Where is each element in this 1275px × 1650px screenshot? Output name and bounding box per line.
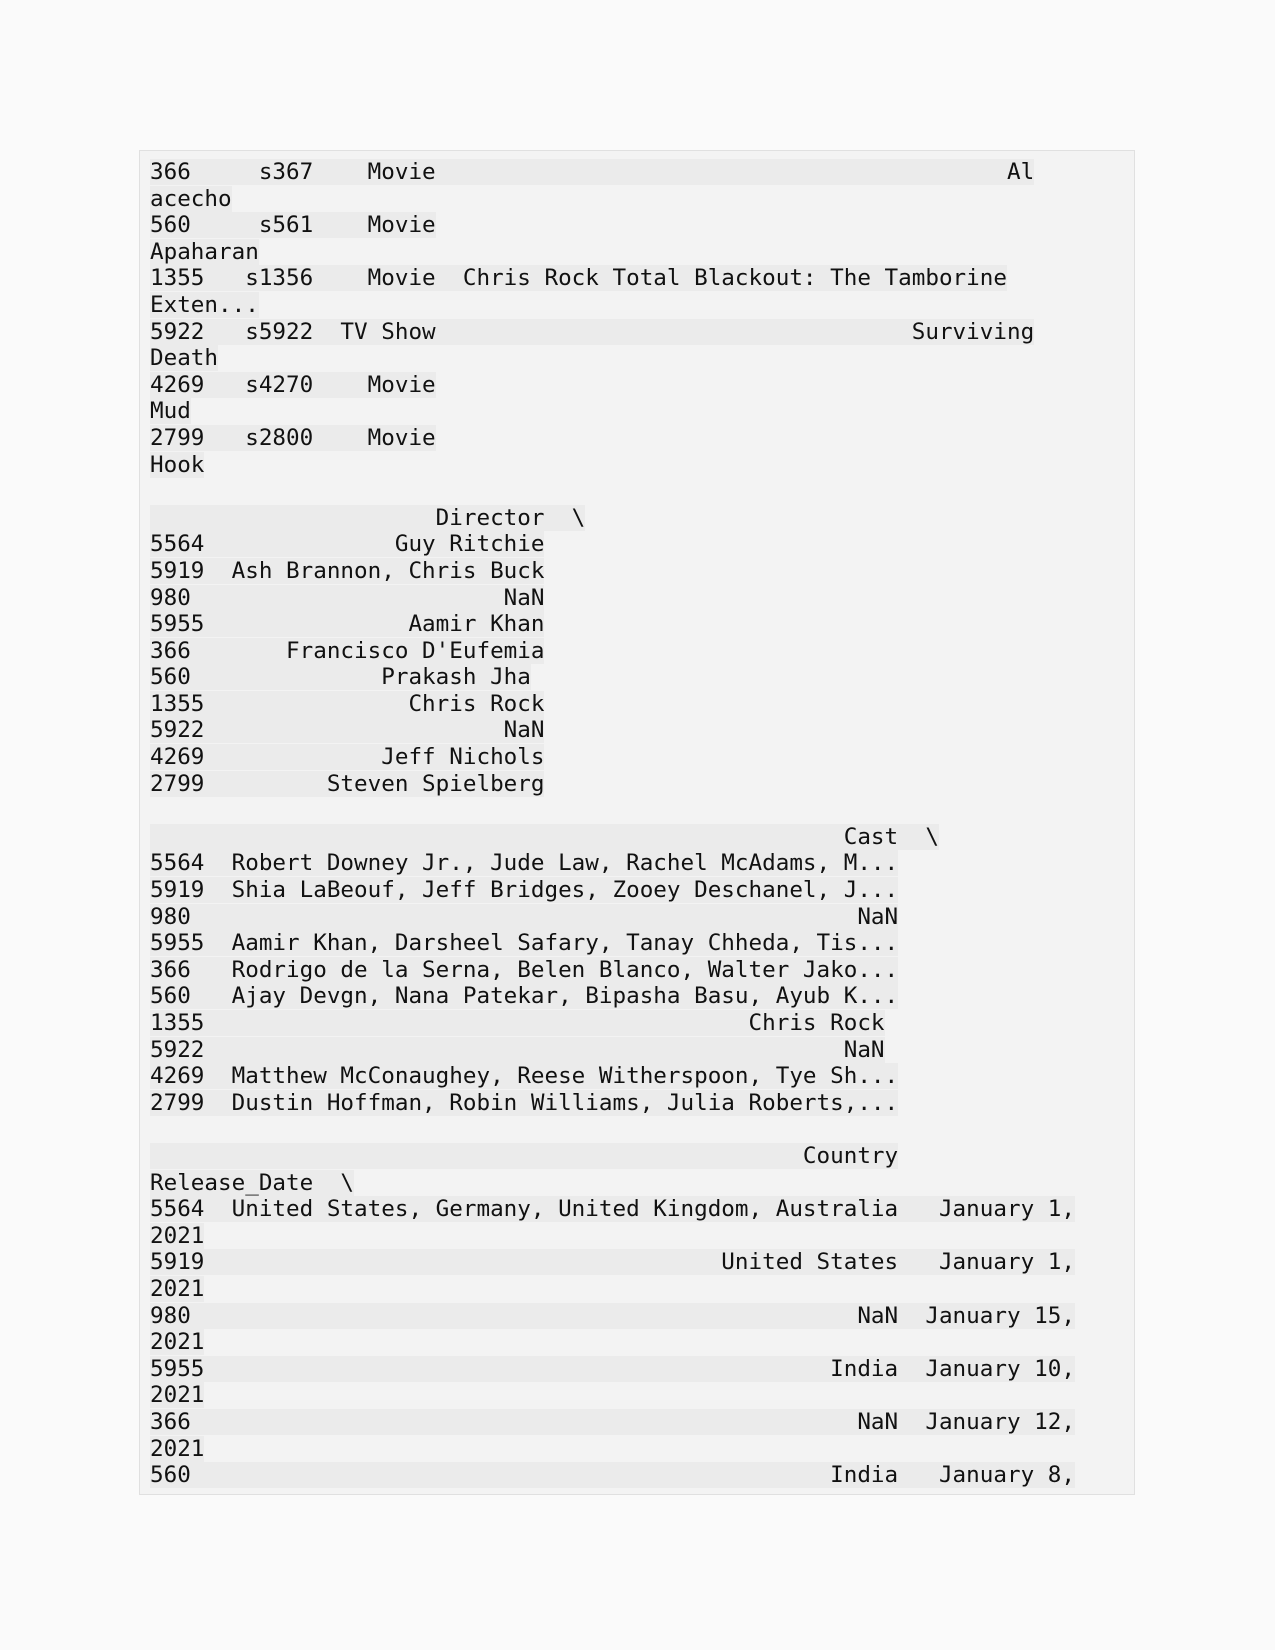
output-line: 980 NaN January 15, — [150, 1302, 1075, 1329]
output-line: 366 Rodrigo de la Serna, Belen Blanco, Walter Jako... — [150, 956, 899, 983]
output-line: Release_Date \ — [150, 1169, 355, 1196]
output-line: 5564 United States, Germany, United Kingdom, Australia January 1, — [150, 1196, 1075, 1223]
output-line: 5564 Guy Ritchie — [150, 531, 545, 558]
dataframe-output — [139, 150, 1135, 1495]
output-line: 5919 Ash Brannon, Chris Buck — [150, 557, 545, 584]
output-line: 560 India January 8, — [150, 1462, 1075, 1489]
output-line: Director \ — [150, 504, 586, 531]
output-line: Hook — [150, 451, 205, 478]
output-line: Mud — [150, 398, 191, 425]
output-line: 5919 Shia LaBeouf, Jeff Bridges, Zooey Deschanel, J... — [150, 877, 899, 904]
output-line: 2799 Dustin Hoffman, Robin Williams, Julia Roberts,... — [150, 1089, 899, 1116]
output-line — [150, 478, 1134, 505]
output-line — [150, 1116, 1134, 1143]
output-line: 5564 Robert Downey Jr., Jude Law, Rachel McAdams, M... — [150, 850, 899, 877]
output-line: Death — [150, 345, 219, 372]
output-line: 980 NaN — [150, 903, 899, 930]
output-line: 1355 Chris Rock — [150, 1010, 885, 1036]
output-line: 5919 United States January 1, — [150, 1249, 1075, 1276]
output-line: 5955 Aamir Khan — [150, 611, 545, 638]
output-line: 4269 Matthew McConaughey, Reese Witherspoon, Tye Sh... — [150, 1063, 899, 1090]
output-line: 366 NaN January 12, — [150, 1408, 1075, 1435]
output-line: Apaharan — [150, 238, 259, 265]
output-line: 5955 Aamir Khan, Darsheel Safary, Tanay Chheda, Tis... — [150, 930, 899, 957]
output-line: 2021 — [150, 1435, 205, 1462]
output-line: 560 s561 Movie — [150, 212, 436, 239]
output-line: 5922 NaN — [150, 1036, 885, 1063]
output-line: 2799 Steven Spielberg — [150, 770, 545, 797]
output-line: acecho — [150, 185, 232, 212]
output-line: 1355 s1356 Movie Chris Rock Total Blackout: The Tamborine — [150, 265, 1007, 292]
output-line: 2021 — [150, 1222, 205, 1249]
output-line: 2021 — [150, 1275, 205, 1302]
output-line: 560 Prakash Jha — [150, 664, 531, 691]
output-line: 366 s367 Movie Al — [150, 159, 1035, 185]
output-line: Country — [150, 1142, 899, 1169]
output-line: 980 NaN — [150, 584, 545, 611]
output-line: 5955 India January 10, — [150, 1355, 1075, 1382]
output-line: 1355 Chris Rock — [150, 690, 545, 717]
output-line: Exten... — [150, 291, 259, 318]
output-line: 5922 s5922 TV Show Surviving — [150, 318, 1035, 345]
output-line: Cast \ — [150, 823, 939, 850]
output-line: 560 Ajay Devgn, Nana Patekar, Bipasha Basu, Ayub K... — [150, 983, 899, 1010]
output-line: 2021 — [150, 1329, 205, 1356]
output-line: 4269 Jeff Nichols — [150, 744, 545, 771]
output-line: 2799 s2800 Movie — [150, 424, 436, 451]
output-line: 5922 NaN — [150, 717, 545, 744]
output-line: 4269 s4270 Movie — [150, 371, 436, 398]
output-line — [150, 797, 1134, 824]
output-line: 2021 — [150, 1382, 205, 1409]
output-line: 366 Francisco D'Eufemia — [150, 637, 545, 664]
